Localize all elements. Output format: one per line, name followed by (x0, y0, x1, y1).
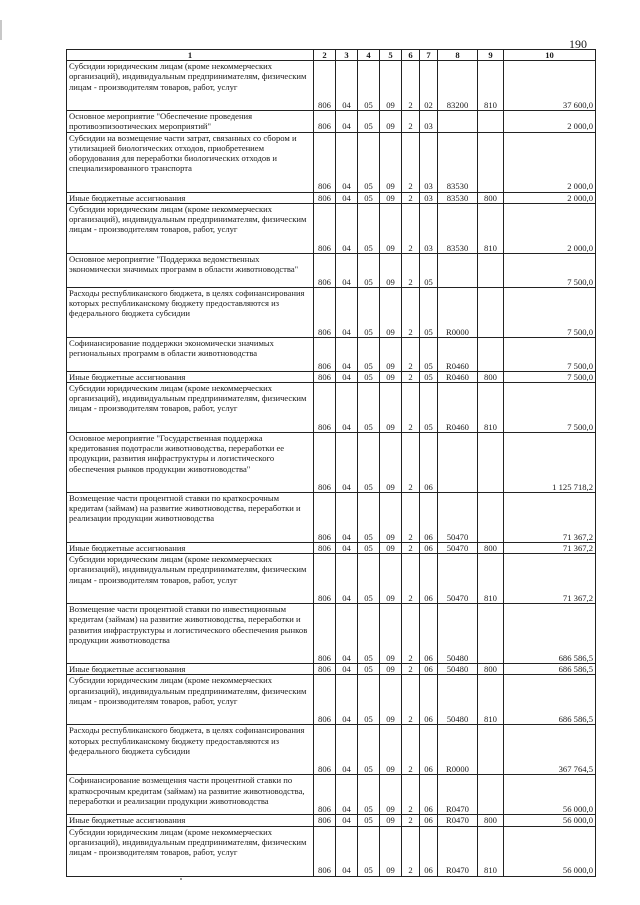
code-cell: 04 (336, 111, 358, 132)
code-cell: 04 (336, 371, 358, 382)
amount-cell: 56 000,0 (504, 775, 596, 815)
code-cell: 09 (380, 132, 402, 192)
item-name-cell: Расходы республиканского бюджета, в целях софинансирования которых республиканскому бюджету предоставляются из федерального бюджета субсидии (67, 287, 314, 337)
code-cell: 2 (402, 371, 420, 382)
code-cell: 800 (478, 371, 504, 382)
code-cell: 83530 (438, 132, 478, 192)
amount-cell: 71 367,2 (504, 554, 596, 604)
code-cell: 09 (380, 383, 402, 433)
column-header: 4 (358, 50, 380, 61)
code-cell: 05 (358, 383, 380, 433)
code-cell: 2 (402, 604, 420, 664)
amount-cell: 686 586,5 (504, 675, 596, 725)
code-cell: 09 (380, 433, 402, 493)
code-cell: 05 (358, 725, 380, 775)
code-cell: 2 (402, 725, 420, 775)
code-cell: 06 (420, 543, 438, 554)
code-cell: 04 (336, 815, 358, 826)
item-name-cell: Иные бюджетные ассигнования (67, 664, 314, 675)
amount-cell: 7 500,0 (504, 383, 596, 433)
code-cell: 04 (336, 493, 358, 543)
item-name-cell: Иные бюджетные ассигнования (67, 371, 314, 382)
code-cell: 50470 (438, 493, 478, 543)
code-cell (478, 132, 504, 192)
table-row (67, 111, 596, 132)
table-row (67, 433, 596, 493)
code-cell: 05 (358, 815, 380, 826)
code-cell: R0000 (438, 287, 478, 337)
code-cell: 50480 (438, 675, 478, 725)
amount-cell: 2 000,0 (504, 203, 596, 253)
code-cell (438, 111, 478, 132)
table-row (67, 287, 596, 337)
code-cell (478, 337, 504, 371)
item-name-cell: Субсидии юридическим лицам (кроме некоммерческих организаций), индивидуальным предпринимателям, физическим лицам - производителям товаров, работ, услуг (67, 383, 314, 433)
code-cell: 05 (420, 383, 438, 433)
code-cell: 09 (380, 725, 402, 775)
code-cell (478, 253, 504, 287)
code-cell: 800 (478, 815, 504, 826)
code-cell: 05 (358, 543, 380, 554)
code-cell (438, 253, 478, 287)
column-header: 3 (336, 50, 358, 61)
code-cell: 04 (336, 337, 358, 371)
amount-cell: 56 000,0 (504, 815, 596, 826)
code-cell: 05 (358, 61, 380, 111)
code-cell: 83200 (438, 61, 478, 111)
table-header-row (67, 50, 596, 61)
amount-cell: 367 764,5 (504, 725, 596, 775)
code-cell: 05 (358, 433, 380, 493)
code-cell: 806 (314, 383, 336, 433)
item-name-cell: Субсидии юридическим лицам (кроме некоммерческих организаций), индивидуальным предпринимателям, физическим лицам - производителям товаров, работ, услуг (67, 554, 314, 604)
table-row (67, 725, 596, 775)
table-row (67, 675, 596, 725)
code-cell: 09 (380, 371, 402, 382)
code-cell: 03 (420, 203, 438, 253)
code-cell: 04 (336, 203, 358, 253)
code-cell: 06 (420, 604, 438, 664)
code-cell: 806 (314, 203, 336, 253)
code-cell: 06 (420, 433, 438, 493)
code-cell: 03 (420, 111, 438, 132)
code-cell: 05 (358, 604, 380, 664)
code-cell: 05 (358, 192, 380, 203)
scan-edge-mark (0, 20, 2, 40)
code-cell: 05 (358, 371, 380, 382)
code-cell: 806 (314, 371, 336, 382)
code-cell: 04 (336, 604, 358, 664)
code-cell: R0460 (438, 383, 478, 433)
code-cell: 09 (380, 675, 402, 725)
code-cell: 06 (420, 826, 438, 876)
code-cell: 800 (478, 543, 504, 554)
code-cell: 806 (314, 61, 336, 111)
item-name-cell: Основное мероприятие "Обеспечение проведения противоэпизоотических мероприятий" (67, 111, 314, 132)
code-cell: 09 (380, 337, 402, 371)
code-cell: 04 (336, 132, 358, 192)
code-cell: 04 (336, 543, 358, 554)
code-cell: 05 (420, 337, 438, 371)
code-cell: 09 (380, 826, 402, 876)
code-cell: 2 (402, 543, 420, 554)
code-cell: 05 (420, 287, 438, 337)
code-cell: 05 (358, 287, 380, 337)
table-row (67, 383, 596, 433)
budget-table (66, 49, 596, 877)
amount-cell: 7 500,0 (504, 287, 596, 337)
amount-cell: 7 500,0 (504, 253, 596, 287)
column-header: 2 (314, 50, 336, 61)
code-cell: 06 (420, 554, 438, 604)
item-name-cell: Основное мероприятие "Поддержка ведомственных экономически значимых программ в области животноводства" (67, 253, 314, 287)
code-cell: 810 (478, 383, 504, 433)
code-cell: 2 (402, 203, 420, 253)
amount-cell: 2 000,0 (504, 192, 596, 203)
code-cell: R0470 (438, 826, 478, 876)
item-name-cell: Субсидии юридическим лицам (кроме некоммерческих организаций), индивидуальным предпринимателям, физическим лицам - производителям товаров, работ, услуг (67, 826, 314, 876)
table-row (67, 664, 596, 675)
table-row (67, 543, 596, 554)
code-cell: 05 (358, 203, 380, 253)
code-cell: 806 (314, 132, 336, 192)
code-cell: 04 (336, 775, 358, 815)
column-header: 8 (438, 50, 478, 61)
code-cell: 2 (402, 287, 420, 337)
code-cell: 2 (402, 132, 420, 192)
code-cell: 2 (402, 826, 420, 876)
code-cell: 806 (314, 775, 336, 815)
code-cell: 806 (314, 543, 336, 554)
code-cell: 800 (478, 192, 504, 203)
code-cell: 2 (402, 815, 420, 826)
item-name-cell: Расходы республиканского бюджета, в целях софинансирования которых республиканскому бюджету предоставляются из федерального бюджета субсидии (67, 725, 314, 775)
code-cell: 806 (314, 604, 336, 664)
amount-cell: 1 125 718,2 (504, 433, 596, 493)
code-cell: 06 (420, 493, 438, 543)
code-cell: 2 (402, 775, 420, 815)
code-cell: 09 (380, 775, 402, 815)
code-cell: 04 (336, 383, 358, 433)
code-cell: 83530 (438, 192, 478, 203)
column-header: 10 (504, 50, 596, 61)
item-name-cell: Софинансирование поддержки экономически значимых региональных программ в области животноводства (67, 337, 314, 371)
code-cell: 09 (380, 554, 402, 604)
code-cell: 03 (420, 132, 438, 192)
scan-speck (180, 878, 182, 880)
code-cell: 02 (420, 61, 438, 111)
code-cell: 806 (314, 493, 336, 543)
code-cell: 04 (336, 826, 358, 876)
code-cell: 2 (402, 253, 420, 287)
table-row (67, 337, 596, 371)
code-cell: 806 (314, 192, 336, 203)
code-cell: 04 (336, 253, 358, 287)
code-cell: 09 (380, 664, 402, 675)
table-row (67, 253, 596, 287)
code-cell: 06 (420, 775, 438, 815)
code-cell: 2 (402, 337, 420, 371)
code-cell: 2 (402, 111, 420, 132)
code-cell: 50480 (438, 604, 478, 664)
code-cell: 05 (358, 493, 380, 543)
column-header: 6 (402, 50, 420, 61)
amount-cell: 7 500,0 (504, 337, 596, 371)
code-cell: 810 (478, 203, 504, 253)
code-cell: 2 (402, 664, 420, 675)
code-cell: 09 (380, 111, 402, 132)
table-row (67, 61, 596, 111)
code-cell: 09 (380, 192, 402, 203)
item-name-cell: Возмещение части процентной ставки по краткосрочным кредитам (займам) на развитие животноводства, переработки и реализации продукции животноводства (67, 493, 314, 543)
code-cell: 83530 (438, 203, 478, 253)
code-cell: 05 (420, 371, 438, 382)
item-name-cell: Иные бюджетные ассигнования (67, 192, 314, 203)
code-cell: 09 (380, 604, 402, 664)
code-cell: 810 (478, 554, 504, 604)
table-row (67, 192, 596, 203)
column-header: 7 (420, 50, 438, 61)
code-cell: 09 (380, 815, 402, 826)
code-cell: R0460 (438, 371, 478, 382)
code-cell (478, 287, 504, 337)
code-cell (478, 111, 504, 132)
code-cell: 09 (380, 253, 402, 287)
code-cell: 06 (420, 675, 438, 725)
column-header: 9 (478, 50, 504, 61)
column-header: 5 (380, 50, 402, 61)
code-cell: 09 (380, 543, 402, 554)
table-body (67, 61, 596, 876)
code-cell: 800 (478, 664, 504, 675)
code-cell (438, 433, 478, 493)
table-row (67, 826, 596, 876)
code-cell: 04 (336, 725, 358, 775)
amount-cell: 37 600,0 (504, 61, 596, 111)
code-cell: 05 (358, 675, 380, 725)
amount-cell: 71 367,2 (504, 493, 596, 543)
item-name-cell: Возмещение части процентной ставки по инвестиционным кредитам (займам) на развитие животноводства, переработки и развития инфраструктуры и логистического обеспечения рынков продукции животноводства (67, 604, 314, 664)
code-cell: R0460 (438, 337, 478, 371)
code-cell: 810 (478, 61, 504, 111)
code-cell: 05 (358, 337, 380, 371)
code-cell: 806 (314, 287, 336, 337)
code-cell: 04 (336, 664, 358, 675)
item-name-cell: Иные бюджетные ассигнования (67, 543, 314, 554)
item-name-cell: Субсидии юридическим лицам (кроме некоммерческих организаций), индивидуальным предпринимателям, физическим лицам - производителям товаров, работ, услуг (67, 61, 314, 111)
code-cell: 810 (478, 826, 504, 876)
code-cell: 806 (314, 337, 336, 371)
code-cell: 806 (314, 675, 336, 725)
table-row (67, 132, 596, 192)
budget-table-container (66, 49, 596, 877)
amount-cell: 2 000,0 (504, 111, 596, 132)
code-cell: 2 (402, 675, 420, 725)
code-cell: 806 (314, 826, 336, 876)
code-cell: R0000 (438, 725, 478, 775)
table-row (67, 554, 596, 604)
code-cell: 2 (402, 61, 420, 111)
amount-cell: 2 000,0 (504, 132, 596, 192)
table-row (67, 203, 596, 253)
code-cell: 806 (314, 433, 336, 493)
code-cell: 05 (358, 111, 380, 132)
code-cell: 05 (358, 132, 380, 192)
code-cell (478, 493, 504, 543)
table-row (67, 493, 596, 543)
table-row (67, 815, 596, 826)
table-row (67, 371, 596, 382)
item-name-cell: Субсидии юридическим лицам (кроме некоммерческих организаций), индивидуальным предпринимателям, физическим лицам - производителям товаров, работ, услуг (67, 675, 314, 725)
code-cell: 50470 (438, 554, 478, 604)
code-cell: 04 (336, 675, 358, 725)
code-cell: 05 (358, 253, 380, 287)
code-cell: 09 (380, 61, 402, 111)
code-cell: 810 (478, 675, 504, 725)
item-name-cell: Иные бюджетные ассигнования (67, 815, 314, 826)
page-number: 190 (569, 37, 587, 51)
code-cell: 04 (336, 192, 358, 203)
code-cell: 2 (402, 433, 420, 493)
table-row (67, 775, 596, 815)
code-cell: 06 (420, 664, 438, 675)
amount-cell: 7 500,0 (504, 371, 596, 382)
code-cell: 806 (314, 253, 336, 287)
code-cell: 03 (420, 192, 438, 203)
code-cell: 06 (420, 815, 438, 826)
amount-cell: 686 586,5 (504, 604, 596, 664)
code-cell: 04 (336, 287, 358, 337)
code-cell: 50480 (438, 664, 478, 675)
code-cell: 05 (420, 253, 438, 287)
code-cell: 2 (402, 383, 420, 433)
code-cell: 04 (336, 433, 358, 493)
amount-cell: 686 586,5 (504, 664, 596, 675)
code-cell: R0470 (438, 775, 478, 815)
code-cell: 806 (314, 725, 336, 775)
code-cell: 05 (358, 826, 380, 876)
code-cell (478, 433, 504, 493)
code-cell: 806 (314, 815, 336, 826)
code-cell: 05 (358, 664, 380, 675)
item-name-cell: Субсидии юридическим лицам (кроме некоммерческих организаций), индивидуальным предпринимателям, физическим лицам - производителям товаров, работ, услуг (67, 203, 314, 253)
code-cell: 50470 (438, 543, 478, 554)
code-cell: 2 (402, 192, 420, 203)
code-cell: 09 (380, 493, 402, 543)
code-cell: 04 (336, 61, 358, 111)
code-cell: R0470 (438, 815, 478, 826)
code-cell: 09 (380, 287, 402, 337)
column-header: 1 (67, 50, 314, 61)
item-name-cell: Субсидии на возмещение части затрат, связанных со сбором и утилизацией биологических отходов, приобретением оборудования для переработки биологических отходов и специализированного транспорта (67, 132, 314, 192)
code-cell (478, 604, 504, 664)
code-cell: 05 (358, 775, 380, 815)
code-cell (478, 775, 504, 815)
table-row (67, 604, 596, 664)
code-cell: 04 (336, 554, 358, 604)
code-cell: 806 (314, 554, 336, 604)
item-name-cell: Софинансирование возмещения части процентной ставки по краткосрочным кредитам (займам) на развитие животноводства, переработки и реализации продукции животноводства (67, 775, 314, 815)
code-cell: 2 (402, 493, 420, 543)
code-cell: 806 (314, 111, 336, 132)
item-name-cell: Основное мероприятие "Государственная поддержка кредитования подотрасли животноводства, переработки ее продукции, развития инфраструктуры и логистического обеспечения рынков продукции животноводства" (67, 433, 314, 493)
code-cell (478, 725, 504, 775)
code-cell: 05 (358, 554, 380, 604)
code-cell: 806 (314, 664, 336, 675)
amount-cell: 71 367,2 (504, 543, 596, 554)
amount-cell: 56 000,0 (504, 826, 596, 876)
code-cell: 2 (402, 554, 420, 604)
code-cell: 09 (380, 203, 402, 253)
code-cell: 06 (420, 725, 438, 775)
